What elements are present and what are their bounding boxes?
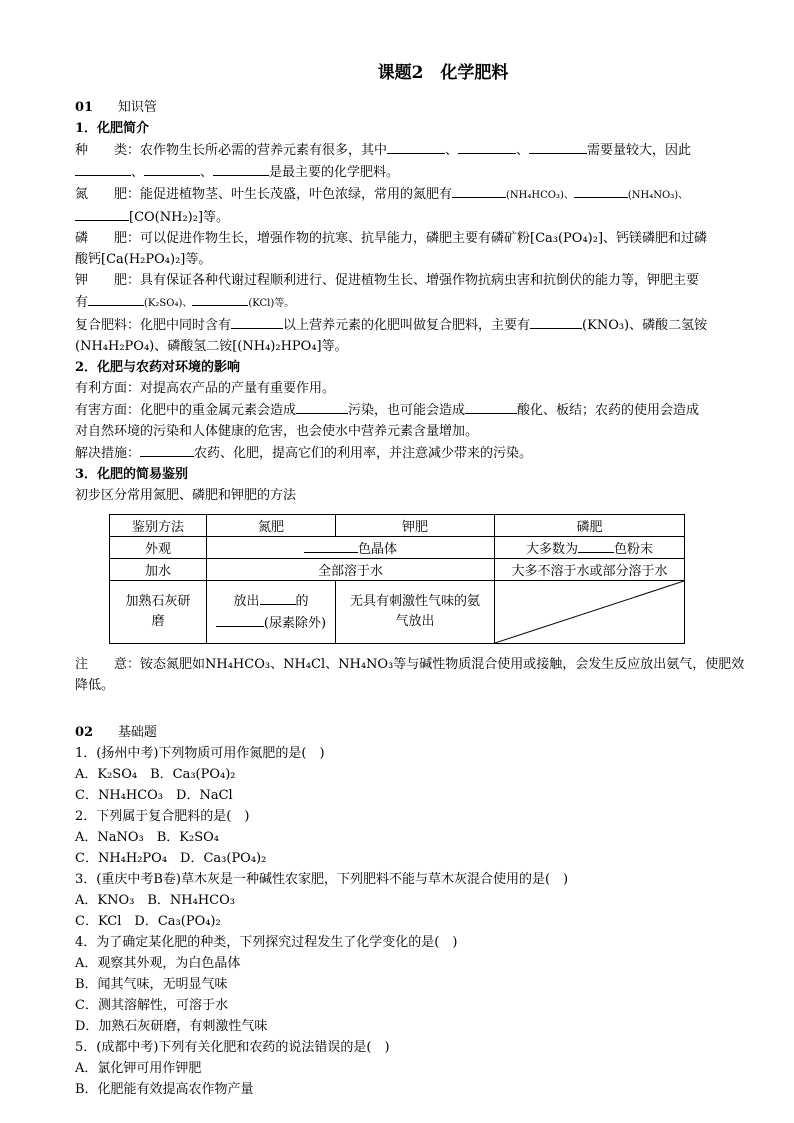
paragraph-potassium: 钾 肥：具有保证各种代谢过程顺利进行、促进植物生长、增强作物抗病虫害和抗倒伏的能力等，钾肥主要 bbox=[75, 273, 700, 288]
fill-blank[interactable] bbox=[144, 161, 200, 176]
paragraph-compound-2: (NH₄H₂PO₄)、磷酸氢二铵[(NH₄)₂HPO₄]等。 bbox=[75, 339, 348, 354]
table-cell: 色晶体 bbox=[207, 537, 495, 559]
fill-blank[interactable] bbox=[231, 314, 283, 329]
table-cell: 大多数为 色粉末 bbox=[495, 537, 685, 559]
question-stem: 1．(扬州中考)下列物质可用作氮肥的是( ) bbox=[75, 746, 325, 761]
question-options: C．KCl D．Ca₃(PO₄)₂ bbox=[75, 914, 221, 929]
subheading-intro: 1．化肥简介 bbox=[75, 121, 150, 136]
table-row bbox=[110, 581, 685, 644]
table-cell-diagonal bbox=[495, 581, 685, 644]
fill-blank[interactable] bbox=[529, 139, 587, 154]
page-title: 课题2 化学肥料 bbox=[377, 63, 509, 83]
fill-blank[interactable] bbox=[192, 291, 248, 306]
question-option: A．观察其外观，为白色晶体 bbox=[75, 956, 241, 971]
fill-blank[interactable] bbox=[260, 590, 296, 605]
paragraph-nitrogen-2: [CO(NH₂)₂]等。 bbox=[75, 206, 751, 228]
section-number: 01 bbox=[75, 100, 94, 115]
question-options: A．KNO₃ B．NH₄HCO₃ bbox=[75, 893, 235, 908]
section-gap bbox=[75, 696, 751, 722]
table-cell: 外观 bbox=[110, 537, 207, 559]
paragraph-nitrogen: 氮 肥：能促进植物茎、叶生长茂盛，叶色浓绿，常用的氮肥有 (NH₄HCO₃)、 (NH₄NO₃)、 bbox=[75, 183, 751, 206]
section-heading bbox=[75, 722, 751, 743]
fill-blank[interactable] bbox=[452, 183, 506, 198]
question-options: C．NH₄H₂PO₄ D．Ca₃(PO₄)₂ bbox=[75, 851, 267, 866]
worksheet-page bbox=[75, 58, 751, 1100]
fill-blank[interactable] bbox=[140, 442, 194, 457]
identification-table bbox=[109, 514, 685, 644]
fill-blank[interactable] bbox=[387, 139, 445, 154]
paragraph-types: 种 类：农作物生长所必需的营养元素有很多，其中 、 、 需要量较大，因此 bbox=[75, 139, 751, 161]
subheading-identification: 3．化肥的简易鉴别 bbox=[75, 467, 189, 482]
fill-blank[interactable] bbox=[75, 206, 129, 221]
table-header-row bbox=[110, 515, 685, 537]
paragraph-harm-2: 对自然环境的污染和人体健康的危害，也会使水中营养元素含量增加。 bbox=[75, 424, 479, 439]
question-option: D．加熟石灰研磨，有刺激性气味 bbox=[75, 1019, 268, 1034]
question-option: B．闻其气味，无明显气味 bbox=[75, 977, 228, 992]
table-header: 钾肥 bbox=[336, 515, 495, 537]
question-options: C．NH₄HCO₃ D．NaCl bbox=[75, 788, 233, 803]
table-row bbox=[110, 537, 685, 559]
table-cell: 大多不溶于水或部分溶于水 bbox=[495, 559, 685, 581]
table-header: 鉴别方法 bbox=[110, 515, 207, 537]
table-header: 磷肥 bbox=[495, 515, 685, 537]
question-option: C．测其溶解性，可溶于水 bbox=[75, 998, 228, 1013]
table-cell: 无具有刺激性气味的氨气放出 bbox=[336, 581, 495, 644]
paragraph-phosphorus: 磷 肥：可以促进作物生长，增强作物的抗寒、抗旱能力，磷肥主要有磷矿粉[Ca₃(PO₄)₂]、钙镁磷肥和过磷 bbox=[75, 231, 708, 246]
paragraph-harm: 有害方面：化肥中的重金属元素会造成 污染，也可能会造成 酸化、板结；农药的使用会造成 bbox=[75, 399, 751, 421]
fill-blank[interactable] bbox=[458, 139, 516, 154]
fill-blank[interactable] bbox=[296, 399, 348, 414]
fill-blank[interactable] bbox=[530, 314, 582, 329]
table-row bbox=[110, 559, 685, 581]
table-header: 氮肥 bbox=[207, 515, 336, 537]
paragraph-benefit: 有利方面：对提高农产品的产量有重要作用。 bbox=[75, 381, 336, 396]
paragraph-phosphorus-2: 酸钙[Ca(H₂PO₄)₂]等。 bbox=[75, 252, 212, 267]
question-option: A．氯化钾可用作钾肥 bbox=[75, 1061, 202, 1076]
table-cell: 全部溶于水 bbox=[207, 559, 495, 581]
question-options: A．K₂SO₄ B．Ca₃(PO₄)₂ bbox=[75, 767, 236, 782]
question-option: B．化肥能有效提高农作物产量 bbox=[75, 1082, 254, 1097]
fill-blank[interactable] bbox=[465, 399, 517, 414]
section-name: 知识管 bbox=[117, 100, 157, 115]
fill-blank[interactable] bbox=[75, 161, 131, 176]
fill-blank[interactable] bbox=[578, 538, 614, 553]
question-stem: 3．(重庆中考B卷)草木灰是一种碱性农家肥，下列肥料不能与草木灰混合使用的是( ) bbox=[75, 872, 569, 887]
paragraph-solution: 解决措施： 农药、化肥，提高它们的利用率，并注意减少带来的污染。 bbox=[75, 442, 751, 464]
fill-blank[interactable] bbox=[88, 291, 144, 306]
fill-blank[interactable] bbox=[216, 612, 264, 627]
table-cell: 加水 bbox=[110, 559, 207, 581]
question-stem: 4．为了确定某化肥的种类，下列探究过程发生了化学变化的是( ) bbox=[75, 935, 458, 950]
paragraph-compound: 复合肥料：化肥中同时含有 以上营养元素的化肥叫做复合肥料，主要有 (KNO₃)、磷酸二氢铵 bbox=[75, 314, 751, 336]
table-caption: 初步区分常用氮肥、磷肥和钾肥的方法 bbox=[75, 488, 297, 503]
fill-blank[interactable] bbox=[213, 161, 269, 176]
fill-blank[interactable] bbox=[574, 183, 628, 198]
question-stem: 2．下列属于复合肥料的是( ) bbox=[75, 809, 250, 824]
paragraph-note: 注 意：铵态氮肥如NH₄HCO₃、NH₄Cl、NH₄NO₃等与碱性物质混合使用或接触，会发生反应放出氨气，使肥效 bbox=[75, 657, 745, 672]
section-name: 基础题 bbox=[117, 725, 157, 740]
fill-blank[interactable] bbox=[304, 538, 358, 553]
question-stem: 5．(成都中考)下列有关化肥和农药的说法错误的是( ) bbox=[75, 1040, 390, 1055]
paragraph-potassium-2: 有 (K₂SO₄)、 (KCl)等。 bbox=[75, 291, 751, 314]
table-cell: 放出 的 (尿素除外) bbox=[207, 581, 336, 644]
diagonal-line bbox=[495, 581, 684, 643]
section-number: 02 bbox=[75, 725, 94, 740]
paragraph-types-2: 、 、 是最主要的化学肥料。 bbox=[75, 161, 751, 183]
table-cell: 加熟石灰研磨 bbox=[110, 581, 207, 644]
question-options: A．NaNO₃ B．K₂SO₄ bbox=[75, 830, 220, 845]
subheading-environment: 2．化肥与农药对环境的影响 bbox=[75, 360, 241, 375]
paragraph-note-2: 降低。 bbox=[75, 678, 115, 693]
section-heading bbox=[75, 97, 751, 118]
